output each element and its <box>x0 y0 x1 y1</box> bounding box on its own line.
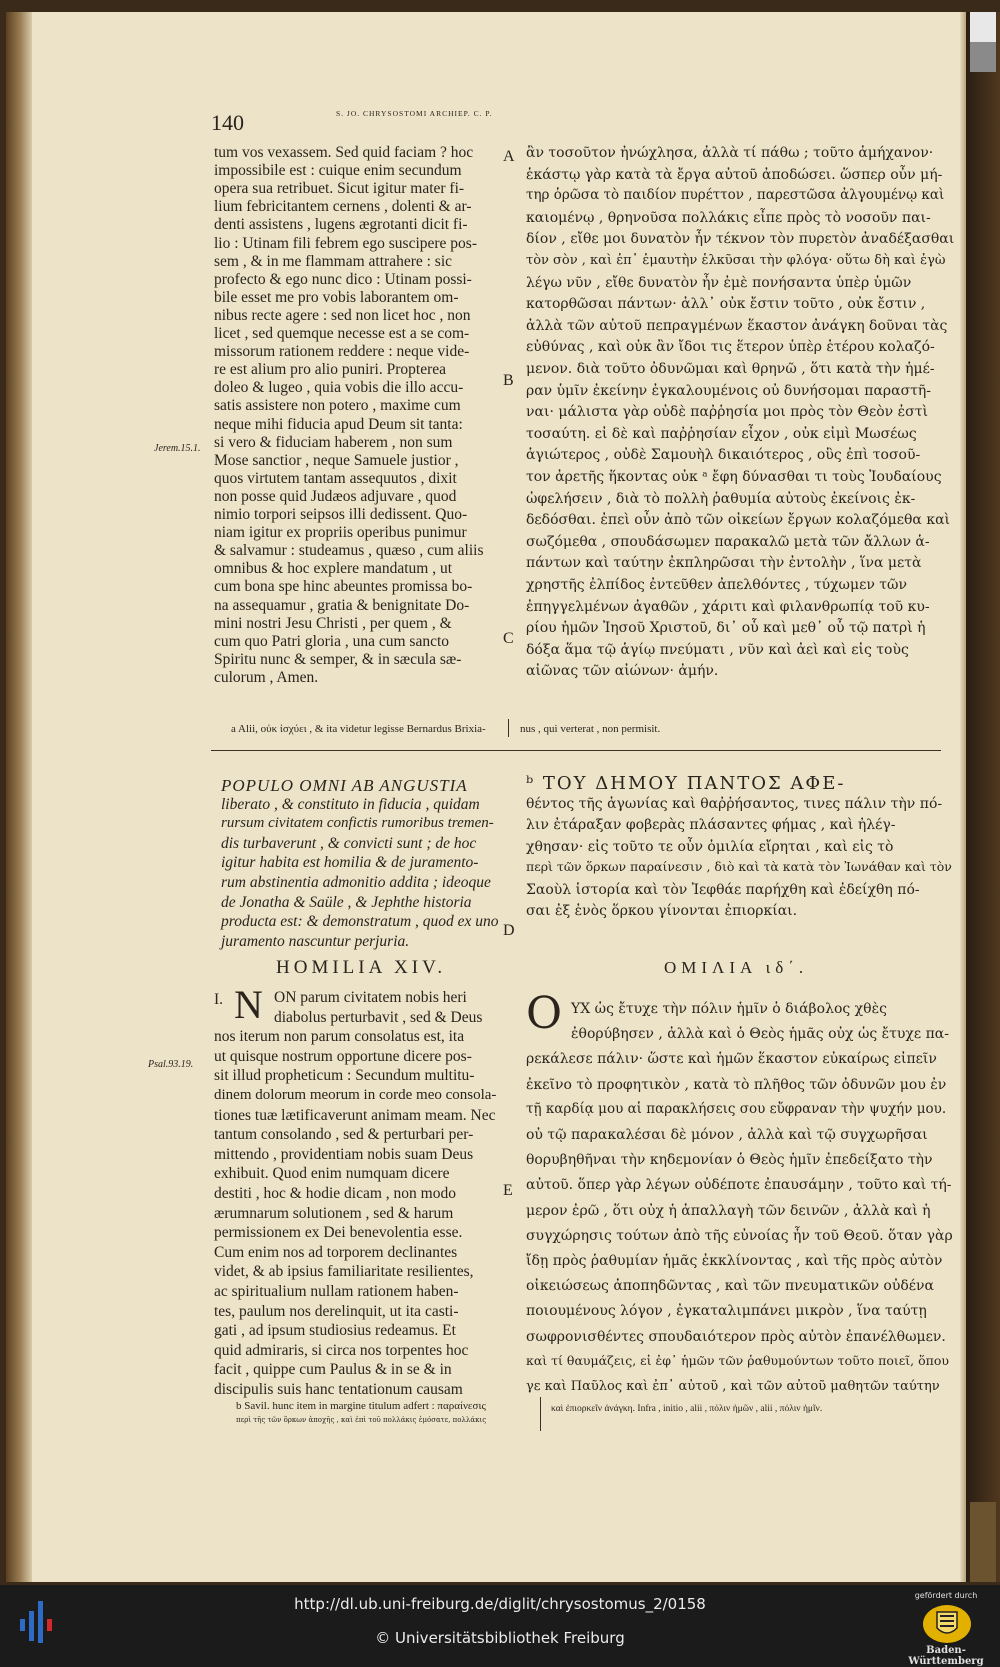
latin-line: denti assistens , lugens ægrotanti dicit fi- <box>214 216 468 234</box>
intro-latin-line: rum abstinentia admonitio addita ; ideoque <box>221 874 491 891</box>
latin-body-line: mittendo , providentiam nobis suam Deus <box>214 1145 474 1163</box>
footnote-divider <box>508 719 509 737</box>
latin-line: Mose sanctior , neque Samuele justior , <box>214 451 459 469</box>
greek-line: ἐπηγγελμένων ἀγαθῶν , χάριτι καὶ φιλανθρωπίᾳ τοῦ κυ- <box>526 598 930 615</box>
homily-title-latin: HOMILIA XIV. <box>276 957 447 978</box>
greek-body-line: αὐτοῦ. ὅπερ γὰρ λέγων οὐδέποτε ἐπαυσάμην , τοῦτο καὶ τή- <box>526 1177 952 1194</box>
color-calibration-band <box>966 12 1000 1582</box>
latin-line: satis assistere non potero , maxime cum <box>214 397 461 415</box>
greek-body-line: ρεκάλεσε πάλιν· ὥστε καὶ ἡμῶν ἕκαστον εὐκαίρως εἰπεῖν <box>526 1051 937 1068</box>
latin-line: licet , sed quemque necesse est a se com- <box>214 325 470 342</box>
latin-line: opera sua retribuet. Sicut igitur mater fi- <box>214 180 465 198</box>
greek-line: αἰῶνας τῶν αἰώνων· ἀμήν. <box>526 663 719 680</box>
latin-line: bile esset me pro vobis laborantem om- <box>214 288 459 306</box>
latin-line: sem , & in me flammam attrahere : sic <box>214 252 453 270</box>
latin-line: mini nostri Jesu Christi , per quem , & <box>214 614 452 632</box>
page-content <box>6 12 966 1582</box>
latin-line: lium febricitantem cernens , dolenti & ar- <box>214 198 472 216</box>
latin-line: cum bona spe hinc abeuntes promissa bo- <box>214 578 473 596</box>
latin-line: nimio torpori seipsos illi dedissent. Quo- <box>214 506 468 523</box>
latin-line: non posse quid Judæos adjuvare , quod <box>214 487 457 505</box>
intro-latin-line: producta est: & demonstratum , quod ex uno <box>221 913 499 931</box>
latin-body-line: tantum consolando , sed & perturbari per- <box>214 1126 474 1144</box>
greek-line: ἁγιώτερος , οὐδὲ Σαμουὴλ δικαιότερος , οὓς ἐπὶ τοσοῦ- <box>526 447 921 464</box>
footnote-b-right: καὶ ἐπιορκεῖν ἀνάγκη. Infra , initio , alii , πόλιν ἡμῶν , alii , πόλιν ἡμῖν. <box>551 1404 823 1414</box>
latin-line: cum quo Patri gloria , una cum sancto <box>214 632 450 650</box>
footnote-b-divider <box>540 1397 541 1431</box>
viewer-footer <box>0 1585 1000 1667</box>
latin-body-line: tiones tuæ lætificaverunt animam meam. Nec <box>214 1106 496 1124</box>
greek-line: ἀλλὰ τῶν αὐτοῦ πεπραγμένων ἕκαστον ἀνάγκη δοῦναι τὰς <box>526 317 948 334</box>
latin-body-line: tes, paulum nos derelinquit, ut ita casti- <box>214 1302 459 1320</box>
section-letter-b: B <box>503 372 514 389</box>
page-number: 140 <box>211 110 244 135</box>
document-url[interactable]: http://dl.ub.uni-freiburg.de/diglit/chrysostomus_2/0158 <box>294 1595 706 1613</box>
greek-line: ἑκάστῳ γὰρ κατὰ τὰ ἔργα αὐτοῦ ἀποδώσει. ὥσπερ οὖν μή- <box>526 166 943 183</box>
latin-body-line: discipulis suis hanc tentationum causam <box>214 1381 463 1398</box>
latin-body-line: exhibuit. Quod enim numquam dicere <box>214 1165 450 1183</box>
latin-line: profecto & ego nunc dico : Utinam possi- <box>214 270 472 288</box>
latin-body-line: facit , quippe cum Paulus & in se & in <box>214 1361 452 1379</box>
book-page <box>6 12 966 1582</box>
latin-body-line: permissionem ex Dei benevolentia esse. <box>214 1224 463 1242</box>
section-letter-a: A <box>503 148 515 165</box>
greek-line: τον ἀρετῆς ἥκοντας οὐκ ᵃ ἔφη δύνασθαι τι τοὺς Ἰουδαίους <box>526 469 942 485</box>
latin-body-line: ac spiritualium nullam rationem haben- <box>214 1283 459 1300</box>
section-letter-e: E <box>503 1182 513 1199</box>
intro-greek-line: περὶ τῶν ὅρκων παραίνεσιν , διὸ καὶ τὰ κατὰ τὸν Ἰωνάθαν καὶ τὸν <box>526 859 952 874</box>
intro-greek-line: ᵇ ΤΟΥ ΔΗΜΟΥ ΠΑΝΤΟΣ ΑΦΕ- <box>526 773 846 794</box>
running-title: S. JO. CHRYSOSTOMI ARCHIEP. C. P. <box>336 109 493 118</box>
greek-line: τοσαύτη. εἰ δὲ καὶ παῤῥησίαν εἶχον , οὐκ εἰμὶ Μωσέως <box>526 425 917 442</box>
intro-greek-line: θέντος τῆς ἀγωνίας καὶ θαῤῥήσαντος, τινες πάλιν τὴν πό- <box>526 795 943 812</box>
latin-body-line: quid admiraris, si circa nos torpentes hoc <box>214 1341 469 1359</box>
coat-of-arms-icon <box>922 1604 972 1644</box>
greek-body-line: ἐκεῖνο τὸ προφητικὸν , κατὰ τὸ πλῆθος τῶν ὀδυνῶν μου ἐν <box>526 1076 947 1093</box>
footnote-a-left: a Alii, οὐκ ἰσχύει , & ita videtur legisse Bernardus Brixia- <box>231 723 486 735</box>
latin-body-line: destiti , hoc & hodie dicam , non modo <box>214 1185 456 1202</box>
greek-line: ραν ὑμῖν ἐκείνην ἐγκαλουμένοις οὐ δυνήσομαι παραστῆ- <box>526 382 932 399</box>
section-letter-c: C <box>503 630 514 647</box>
intro-greek-line: χθησαν· εἰς τοῦτο τε οὖν ὁμιλία εἴρηται , καὶ εἰς τὸ <box>526 838 894 855</box>
greek-line: δεδόσθαι. ἐπεὶ οὖν ἀπὸ τῶν οἰκείων ἔργων κολαζόμεθα καὶ <box>526 512 951 529</box>
footnote-a-right: nus , qui verterat , non permisit. <box>520 723 661 735</box>
greek-body-line: τῇ καρδίᾳ μου αἱ παρακλήσεις σου εὔφραναν τὴν ψυχήν μου. <box>526 1100 947 1117</box>
latin-body-line: nos iterum non parum consolatus est, ita <box>214 1028 465 1046</box>
latin-body-line: ut quisque nostrum opportune dicere pos- <box>214 1047 472 1065</box>
latin-line: lio : Utinam fili febrem ego suscipere pos- <box>214 234 478 252</box>
intro-latin-line: liberato , & constituto in fiducia , quidam <box>221 795 480 813</box>
intro-latin-line: rursum civitatem confictis rumoribus tremen- <box>221 815 494 832</box>
greek-body-line: σωφρονισθέντες σπουδαιότερον πρὸς αὐτὸν ἐπανέλθωμεν. <box>526 1328 946 1345</box>
sponsor-label: gefördert durch <box>914 1591 978 1600</box>
latin-line: quos virtutem tantam assequutos , dixit <box>214 469 457 487</box>
greek-body-line: γε καὶ Παῦλος καὶ ἐπ᾽ αὐτοῦ , καὶ τῶν αὐτοῦ μαθητῶν ταύτην <box>526 1379 940 1394</box>
latin-line: neque mihi fiducia apud Deum sit tanta: <box>214 415 463 433</box>
footnote-b-left-1: b Savil. hunc item in margine titulum adfert : παραίνεσις <box>236 1400 486 1412</box>
intro-greek-line: λιν ἐτάραξαν φοβερὰς πλάσαντες φήμας , καὶ ἠλέγ- <box>526 817 896 833</box>
intro-latin-line: POPULO OMNI AB ANGUSTIA <box>221 776 468 795</box>
drop-capital: N <box>234 982 263 1027</box>
latin-line: niam igitur ex propriis operibus punimur <box>214 524 467 542</box>
greek-line: ὠφελήσειν , διὰ τὸ πολλὴ ῥαθυμία αὐτοὺς ἐκείνοις ἐκ- <box>526 490 916 507</box>
latin-line: doleo & lugeo , quia vobis die illo accu- <box>214 379 464 397</box>
greek-line: δόξα ἅμα τῷ ἁγίῳ πνεύματι , νῦν καὶ ἀεὶ καὶ εἰς τοὺς <box>526 641 909 658</box>
latin-body-line: gati , ad ipsum studiosius redeamus. Et <box>214 1322 456 1340</box>
intro-greek-line: Σαοὺλ ἱστορία καὶ τὸν Ἰεφθάε παρήχθη καὶ ἐδείχθη πό- <box>526 881 920 898</box>
greek-line: ναι· μάλιστα γὰρ οὐδὲ παῤῥησία μοι πρὸς τὸν Θεὸν ἐστὶ <box>526 404 928 421</box>
greek-line: μενον. διὰ τοῦτο ὀδυνῶμαι καὶ θρηνῶ , ὅτι κατὰ τὴν ἡμέ- <box>526 361 935 377</box>
homily-title-greek: ΟΜΙΛΙΑ ιδ΄. <box>664 958 809 977</box>
latin-body-line: dinem dolorum meorum in corde meo consola- <box>214 1087 497 1103</box>
latin-line: nibus recte agere : sed non licet hoc , non <box>214 306 471 324</box>
greek-body-line: ἴδῃ πρὸς ῥαθυμίαν ἡμᾶς ἐκκλίνοντας , καὶ τῆς πρὸς αὐτὸν <box>526 1253 943 1269</box>
intro-latin-line: igitur habita est homilia & de juramento- <box>221 854 479 872</box>
latin-body-line: ON parum civitatem nobis heri <box>274 989 467 1006</box>
latin-line: & salvamur : studeamus , quæso , cum aliis <box>214 542 484 560</box>
latin-line: omnibus & hoc explere mandatum , ut <box>214 560 453 578</box>
greek-line: ἂν τοσοῦτον ἠνώχλησα, ἀλλὰ τί πάθω ; τοῦτο ἀμήχανον· <box>526 145 934 161</box>
intro-latin-line: de Jonatha & Saüle , & Jephthe historia <box>221 893 472 911</box>
greek-line: χρηστῆς ἐλπίδος ἐντεῦθεν ἀπελθόντες , τύχωμεν τῶν <box>526 577 907 593</box>
section-rule <box>211 750 941 751</box>
greek-line: κατορθῶσαι πάντων· ἀλλ᾽ οὐκ ἔστιν τοῦτο , οὐκ ἔστιν , <box>526 296 926 313</box>
latin-line: si vero & fiduciam haberem , non sum <box>214 433 453 451</box>
latin-line: tum vos vexassem. Sed quid faciam ? hoc <box>214 144 474 161</box>
latin-body-line: ærumnarum solutionem , sed & harum <box>214 1204 454 1222</box>
greek-body-line: οἰκειώσεως ἀποπηδῶντας , καὶ τῶν πνευματικῶν οὐδένα <box>526 1278 935 1295</box>
latin-line: na assequamur , gratia & benignitate Do- <box>214 596 470 614</box>
state-label: Baden-Württemberg <box>908 1645 984 1667</box>
greek-body-line: οὐ τῷ παρακαλέσαι δὲ μόνον , ἀλλὰ καὶ τῷ συγχωρῆσαι <box>526 1127 928 1143</box>
greek-body-line: ἐθορύβησεν , ἀλλὰ καὶ ὁ Θεὸς ἡμᾶς οὐχ ὡς ἔτυχε πα- <box>571 1026 949 1043</box>
greek-line: δίον , εἴθε μοι δυνατὸν ἦν τέκνον τὸν πυρετὸν ἀναδέξασθαι <box>526 231 955 248</box>
latin-body-line: videt, & ab ipsius familiaritate resilientes, <box>214 1263 474 1281</box>
intro-greek-line: σαι ἐξ ἑνὸς ὅρκου γίνονται ἐπιορκίαι. <box>526 903 798 919</box>
intro-latin-line: juramento nascuntur perjuria. <box>221 932 410 950</box>
greek-body-line: ΥΧ ὡς ἔτυχε τὴν πόλιν ἡμῖν ὁ διάβολος χθὲς <box>571 1001 887 1017</box>
margin-note-jerem: Jerem.15.1. <box>154 443 201 454</box>
greek-line: σωζόμεθα , σπουδάσωμεν παρακαλῶ μετὰ τῶν ἄλλων ἁ- <box>526 533 930 550</box>
greek-line: καιομένῳ , θρηνοῦσα πολλάκις εἶπε πρὸς τὸ νοσοῦν παι- <box>526 209 931 226</box>
copyright-line: © Universitätsbibliothek Freiburg <box>375 1629 625 1647</box>
greek-line: ρίου ἡμῶν Ἰησοῦ Χριστοῦ, δι᾽ οὗ καὶ μεθ᾽ οὗ τῷ πατρὶ ἡ <box>526 620 926 637</box>
latin-body-line: sit illud propheticum : Secundum multitu- <box>214 1067 475 1085</box>
latin-body-line: Cum enim nos ad torporem declinantes <box>214 1243 458 1261</box>
latin-line: missorum rationem reddere : neque vide- <box>214 343 470 361</box>
greek-line: εὐθύνας , καὶ οὐκ ἂν ἴδοι τις ἕτερον ὑπὲρ ἑτέρου κολαζό- <box>526 339 935 356</box>
greek-body-line: θορυβηθῆναι τὴν κηδεμονίαν ὁ Θεὸς ἡμῖν ἐπεδείξατο τὴν <box>526 1152 933 1169</box>
margin-note-psal: Psal.93.19. <box>148 1059 194 1070</box>
latin-line: impossibile est : cuique enim secundum <box>214 162 462 180</box>
footnote-b-left-2: περὶ τῆς τῶν ὅρκων ἀποχῆς , καὶ ἐπὶ τοῦ πολλάκις ἐμόσατε, πολλάκις <box>236 1416 487 1424</box>
greek-line: πάντων καὶ ταύτην ἐκπληρῶσαι τὴν ἐντολὴν , ἵνα μετὰ <box>526 555 922 572</box>
latin-line: culorum , Amen. <box>214 668 319 686</box>
greek-line: τηρ ὁρῶσα τὸ παιδίον πυρέττον , παρεστῶσα ἀλγουμένῳ καὶ <box>526 187 945 204</box>
intro-latin-line: dis turbaverunt , & convicti sunt ; de hoc <box>221 834 477 852</box>
latin-line: re est alium pro alio puniri. Propterea <box>214 361 447 379</box>
latin-body-line: diabolus perturbavit , sed & Deus <box>274 1008 483 1026</box>
paragraph-number: I. <box>214 991 224 1008</box>
greek-line: λέγω νῦν , εἴθε δυνατὸν ἦν ἐμὲ πονήσαντα ὑπὲρ ὑμῶν <box>526 274 912 291</box>
drop-capital: Ο <box>526 988 563 1039</box>
greek-body-line: μερον ἐρῶ , ὅτι οὐχ ἡ ἀπαλλαγὴ τῶν δεινῶν , ἀλλὰ καὶ ἡ <box>526 1202 931 1219</box>
greek-line: τὸν σὸν , καὶ ἐπ᾽ ἐμαυτὴν ἑλκῦσαι τὴν φλόγα· οὕτω δὴ καὶ ἐγὼ <box>526 253 946 268</box>
greek-body-line: συγχώρησις τούτων ἀπὸ τῆς εὐνοίας ἦν τοῦ Θεοῦ. ὅταν γὰρ <box>526 1227 953 1244</box>
latin-line: Spiritu nunc & semper, & in sæcula sæ- <box>214 650 462 668</box>
section-letter-d: D <box>503 922 515 939</box>
greek-body-line: ποιουμένους λόγον , ἐγκαταλιμπάνει μικρὸν , ἵνα ταύτῃ <box>526 1303 927 1320</box>
greek-body-line: καὶ τί θαυμάζεις, εἰ ἐφ᾽ ἡμῶν τῶν ῥαθυμούντων τοῦτο ποιεῖ, ὅπου <box>526 1352 949 1368</box>
